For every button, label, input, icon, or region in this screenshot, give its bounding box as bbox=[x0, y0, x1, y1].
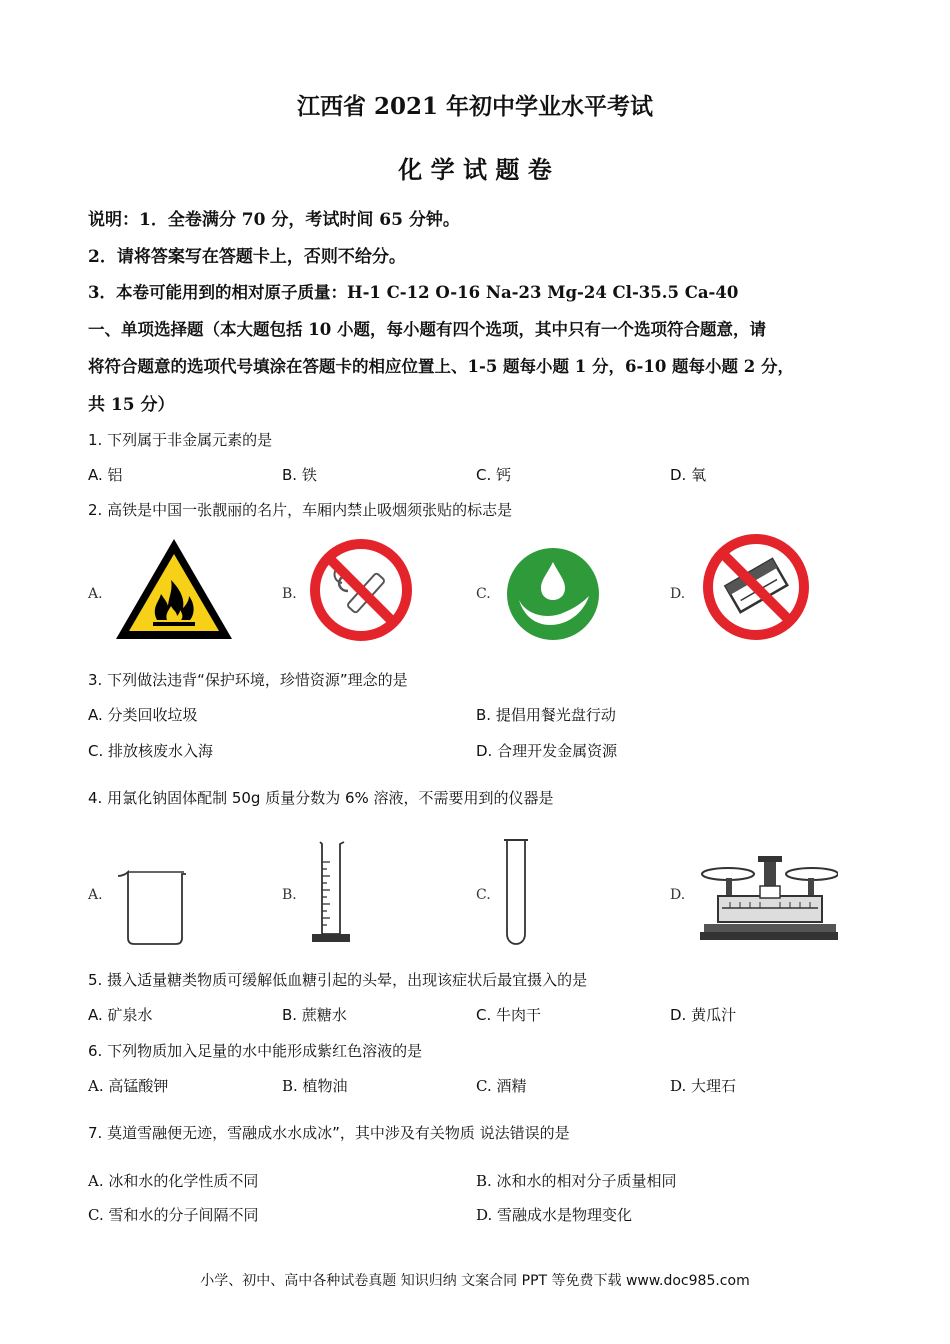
page-footer: 小学、初中、高中各种试卷真题 知识归纳 文案合同 PPT 等免费下载 www.doc985.com bbox=[200, 1273, 750, 1289]
question-7-option-d[interactable]: D. 雪融成水是物理变化 bbox=[476, 1206, 633, 1224]
water-saving-icon[interactable] bbox=[505, 546, 601, 642]
question-3-option-c[interactable]: C. 排放核废水入海 bbox=[88, 742, 214, 760]
exam-title: 江西省 2021 年初中学业水平考试 bbox=[296, 93, 654, 120]
question-5-option-d[interactable]: D. 黄瓜汁 bbox=[670, 1006, 737, 1024]
no-matches-icon[interactable] bbox=[700, 531, 812, 643]
question-2-option-a[interactable]: A. bbox=[88, 586, 103, 602]
question-1-option-a[interactable]: A. 铝 bbox=[88, 466, 123, 484]
question-6-option-a[interactable]: A. 高锰酸钾 bbox=[88, 1077, 169, 1095]
section-heading-line-3: 共 15 分） bbox=[88, 395, 175, 415]
question-3-option-a[interactable]: A. 分类回收垃圾 bbox=[88, 706, 198, 724]
paper-subtitle: 化 学 试 题 卷 bbox=[398, 155, 552, 184]
question-4-option-b[interactable]: B. bbox=[282, 887, 297, 903]
question-4-stem: 4. 用氯化钠固体配制 50g 质量分数为 6% 溶液，不需要用到的仪器是 bbox=[88, 789, 554, 807]
note-line-2: 2．请将答案写在答题卡上，否则不给分。 bbox=[88, 247, 406, 267]
question-5-option-c[interactable]: C. 牛肉干 bbox=[476, 1006, 542, 1024]
question-2-option-b[interactable]: B. bbox=[282, 586, 297, 602]
question-6-stem: 6. 下列物质加入足量的水中能形成紫红色溶液的是 bbox=[88, 1042, 423, 1060]
test-tube-icon[interactable] bbox=[502, 836, 530, 948]
section-heading-line-1: 一、单项选择题（本大题包括 10 小题，每小题有四个选项，其中只有一个选项符合题意，请 bbox=[88, 320, 766, 339]
question-2-option-c[interactable]: C. bbox=[476, 586, 491, 602]
question-2-stem: 2. 高铁是中国一张靓丽的名片，车厢内禁止吸烟须张贴的标志是 bbox=[88, 501, 513, 519]
question-4-option-c[interactable]: C. bbox=[476, 887, 491, 903]
beaker-icon[interactable] bbox=[114, 868, 188, 948]
question-1-option-c[interactable]: C. 钙 bbox=[476, 466, 512, 484]
question-4-option-a[interactable]: A. bbox=[88, 887, 103, 903]
question-4-option-d[interactable]: D. bbox=[670, 887, 686, 903]
note-line-1: 说明：1．全卷满分 70 分，考试时间 65 分钟。 bbox=[88, 210, 460, 230]
section-heading-line-2: 将符合题意的选项代号填涂在答题卡的相应位置上、1-5 题每小题 1 分，6-10 题每小题 2 分， bbox=[88, 357, 795, 376]
question-3-option-b[interactable]: B. 提倡用餐光盘行动 bbox=[476, 706, 616, 724]
no-smoking-icon[interactable] bbox=[308, 537, 414, 643]
question-3-stem: 3. 下列做法违背“保护环境，珍惜资源”理念的是 bbox=[88, 671, 408, 689]
question-1-option-d[interactable]: D. 氧 bbox=[670, 466, 707, 484]
question-7-stem: 7. 莫道雪融便无迹，雪融成水水成冰”，其中涉及有关物质 说法错误的是 bbox=[88, 1124, 570, 1142]
question-1-option-b[interactable]: B. 铁 bbox=[282, 466, 317, 484]
question-5-stem: 5. 摄入适量糖类物质可缓解低血糖引起的头晕，出现该症状后最宜摄入的是 bbox=[88, 971, 588, 989]
note-line-3: 3．本卷可能用到的相对原子质量：H-1 C-12 O-16 Na-23 Mg-24 Cl-35.5 Ca-40 bbox=[88, 283, 739, 302]
question-6-option-b[interactable]: B. 植物油 bbox=[282, 1077, 348, 1095]
question-6-option-d[interactable]: D. 大理石 bbox=[670, 1077, 737, 1095]
question-7-option-a[interactable]: A. 冰和水的化学性质不同 bbox=[88, 1172, 259, 1190]
question-5-option-a[interactable]: A. 矿泉水 bbox=[88, 1006, 153, 1024]
question-1-stem: 1. 下列属于非金属元素的是 bbox=[88, 431, 273, 449]
question-5-option-b[interactable]: B. 蔗糖水 bbox=[282, 1006, 347, 1024]
question-7-option-c[interactable]: C. 雪和水的分子间隔不同 bbox=[88, 1206, 259, 1224]
graduated-cylinder-icon[interactable] bbox=[310, 838, 352, 948]
balance-scale-icon[interactable] bbox=[700, 852, 838, 946]
question-6-option-c[interactable]: C. 酒精 bbox=[476, 1077, 527, 1095]
flammable-warning-icon[interactable] bbox=[113, 536, 235, 642]
question-7-option-b[interactable]: B. 冰和水的相对分子质量相同 bbox=[476, 1172, 677, 1190]
question-2-option-d[interactable]: D. bbox=[670, 586, 686, 602]
question-3-option-d[interactable]: D. 合理开发金属资源 bbox=[476, 742, 618, 760]
